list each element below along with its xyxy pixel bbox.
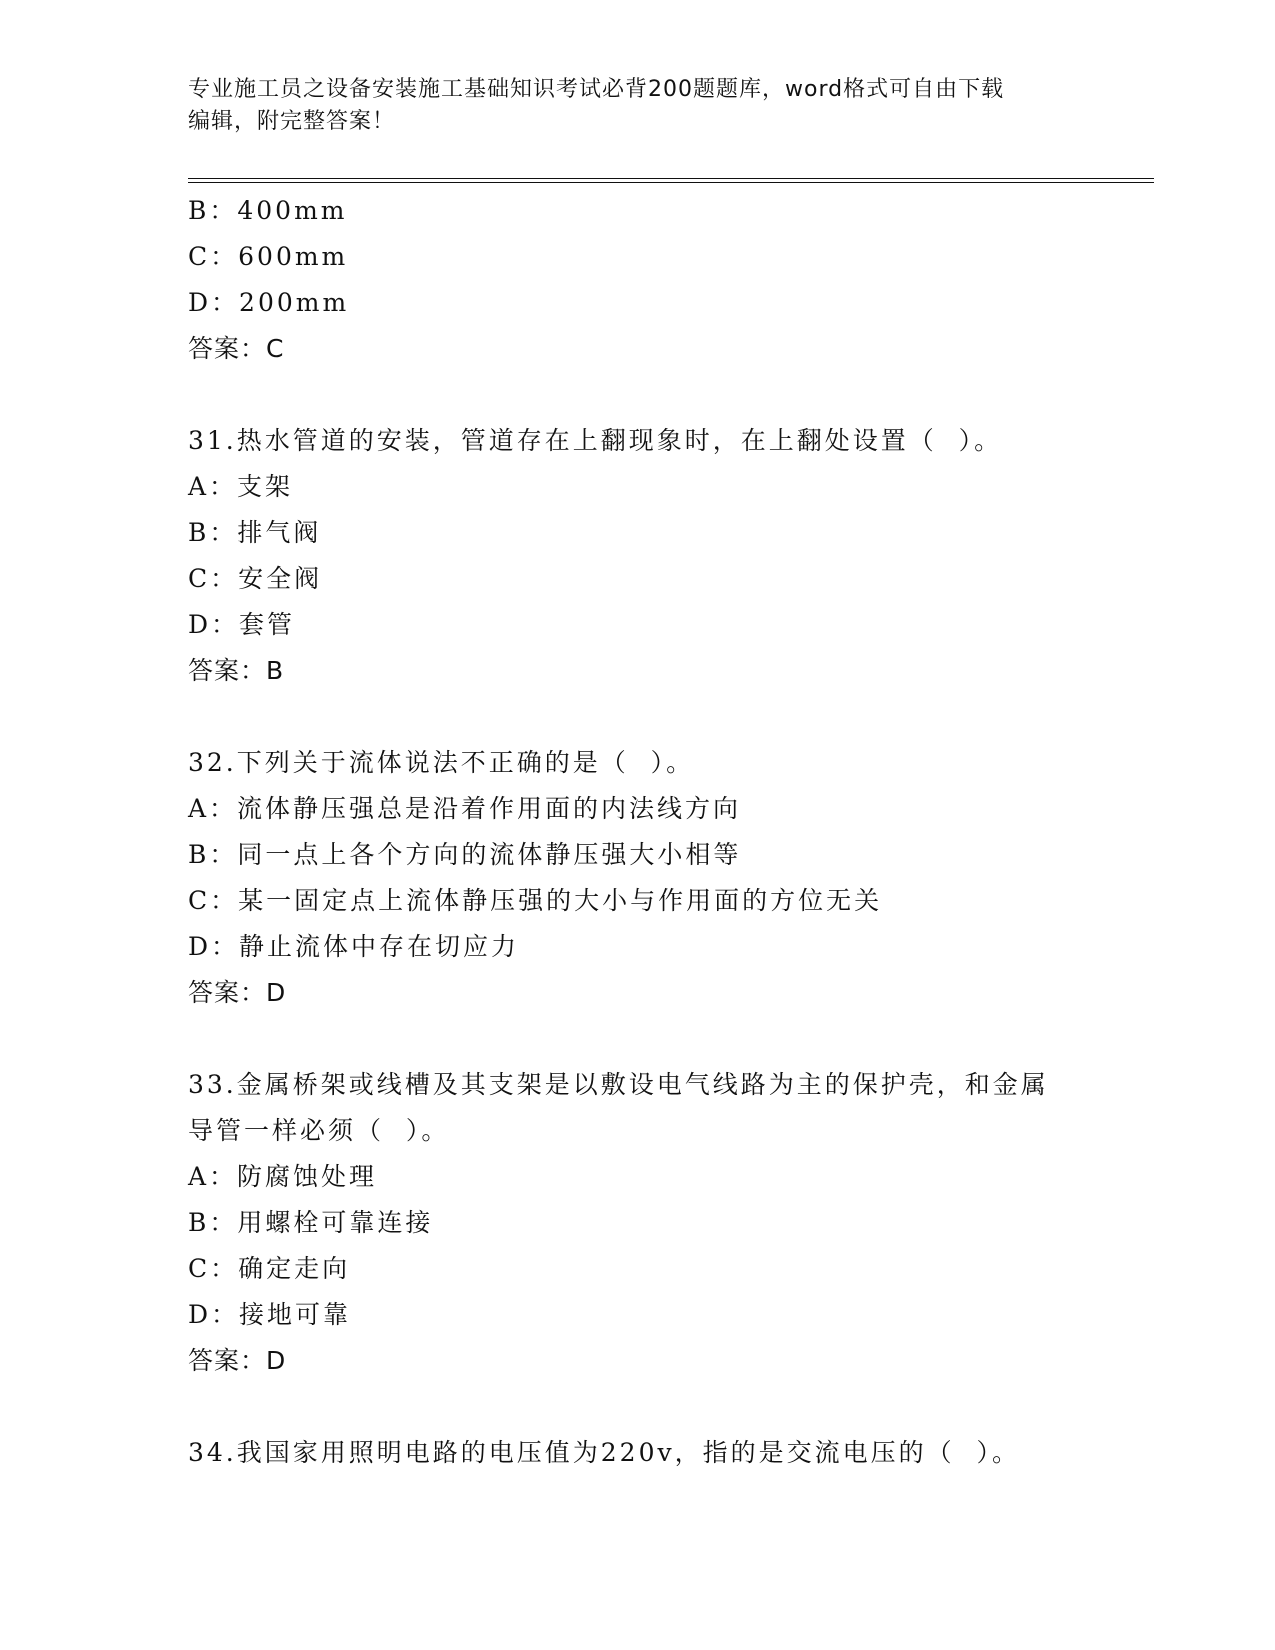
question-stem: 32.下列关于流体说法不正确的是（ ）。 — [188, 748, 695, 777]
option-d: D：200mm — [188, 288, 350, 317]
question-stem: 34.我国家用照明电路的电压值为220v，指的是交流电压的（ ）。 — [188, 1438, 1020, 1467]
option-c: C：确定走向 — [188, 1254, 351, 1283]
question-32 — [188, 740, 1128, 1016]
header-title-line-1: 专业施工员之设备安装施工基础知识考试必背200题题库，word格式可自由下载 — [188, 77, 1005, 102]
question-34 — [188, 1430, 1128, 1476]
header-divider-top — [188, 178, 1154, 179]
option-c: C：600mm — [188, 242, 349, 271]
answer-label: 答案：D — [188, 978, 287, 1007]
header-divider-bottom — [188, 182, 1154, 183]
answer-label: 答案：C — [188, 334, 285, 363]
option-d: D：静止流体中存在切应力 — [188, 932, 520, 961]
question-stem-line-1: 33.金属桥架或线槽及其支架是以敷设电气线路为主的保护壳，和金属 — [188, 1070, 1049, 1099]
option-d: D：套管 — [188, 610, 296, 639]
question-33 — [188, 1062, 1128, 1384]
option-c: C：安全阀 — [188, 564, 323, 593]
document-header — [188, 74, 1068, 138]
option-b: B：排气阀 — [188, 518, 322, 547]
option-a: A：防腐蚀处理 — [188, 1162, 378, 1191]
answer-label: 答案：B — [188, 656, 285, 685]
option-c: C：某一固定点上流体静压强的大小与作用面的方位无关 — [188, 886, 883, 915]
previous-question-tail — [188, 188, 1128, 372]
option-d: D：接地可靠 — [188, 1300, 352, 1329]
option-b: B：用螺栓可靠连接 — [188, 1208, 434, 1237]
question-31 — [188, 418, 1128, 694]
question-stem: 31.热水管道的安装，管道存在上翻现象时，在上翻处设置（ ）。 — [188, 426, 1003, 455]
header-title-line-2: 编辑，附完整答案！ — [188, 109, 396, 134]
option-b: B：400mm — [188, 196, 348, 225]
option-a: A：支架 — [188, 472, 294, 501]
question-stem-line-2: 导管一样必须（ ）。 — [188, 1116, 450, 1145]
option-a: A：流体静压强总是沿着作用面的内法线方向 — [188, 794, 742, 823]
option-b: B：同一点上各个方向的流体静压强大小相等 — [188, 840, 742, 869]
question-content — [188, 188, 1128, 1476]
answer-label: 答案：D — [188, 1346, 287, 1375]
